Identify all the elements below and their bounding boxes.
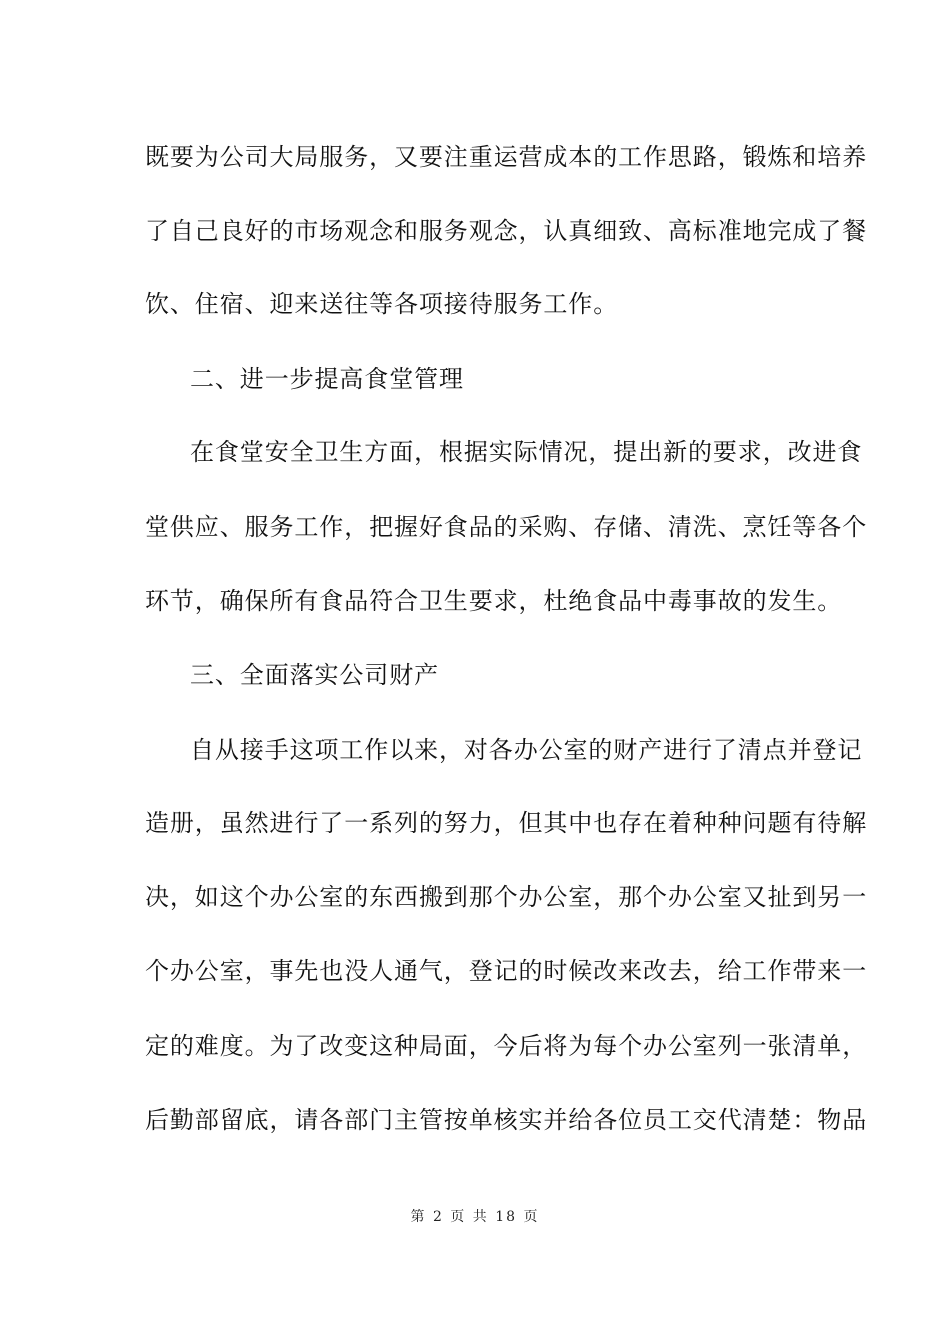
text-line: 决，如这个办公室的东西搬到那个办公室，那个办公室又扯到另一 — [145, 883, 868, 911]
section-heading: 三、全面落实公司财产 — [190, 661, 439, 689]
text-line: 自从接手这项工作以来，对各办公室的财产进行了清点并登记 — [190, 736, 863, 764]
page-number: 第 2 页 共 18 页 — [410, 1209, 540, 1225]
text-line: 环节，确保所有食品符合卫生要求，杜绝食品中毒事故的发生。 — [145, 587, 843, 615]
text-line: 在食堂安全卫生方面，根据实际情况，提出新的要求，改进食 — [190, 438, 863, 466]
text-line: 了自己良好的市场观念和服务观念，认真细致、高标准地完成了餐 — [145, 217, 868, 245]
text-line: 饮、住宿、迎来送往等各项接待服务工作。 — [145, 290, 619, 318]
text-line: 既要为公司大局服务，又要注重运营成本的工作思路，锻炼和培养 — [145, 143, 868, 171]
section-heading: 二、进一步提高食堂管理 — [190, 365, 464, 393]
text-line: 堂供应、服务工作，把握好食品的采购、存储、清洗、烹饪等各个 — [145, 513, 868, 541]
text-line: 后勤部留底，请各部门主管按单核实并给各位员工交代清楚：物品 — [145, 1106, 868, 1134]
text-line: 个办公室，事先也没人通气，登记的时候改来改去，给工作带来一 — [145, 957, 868, 985]
text-line: 定的难度。为了改变这种局面，今后将为每个办公室列一张清单， — [145, 1032, 868, 1060]
text-line: 造册，虽然进行了一系列的努力，但其中也存在着种种问题有待解 — [145, 809, 868, 837]
